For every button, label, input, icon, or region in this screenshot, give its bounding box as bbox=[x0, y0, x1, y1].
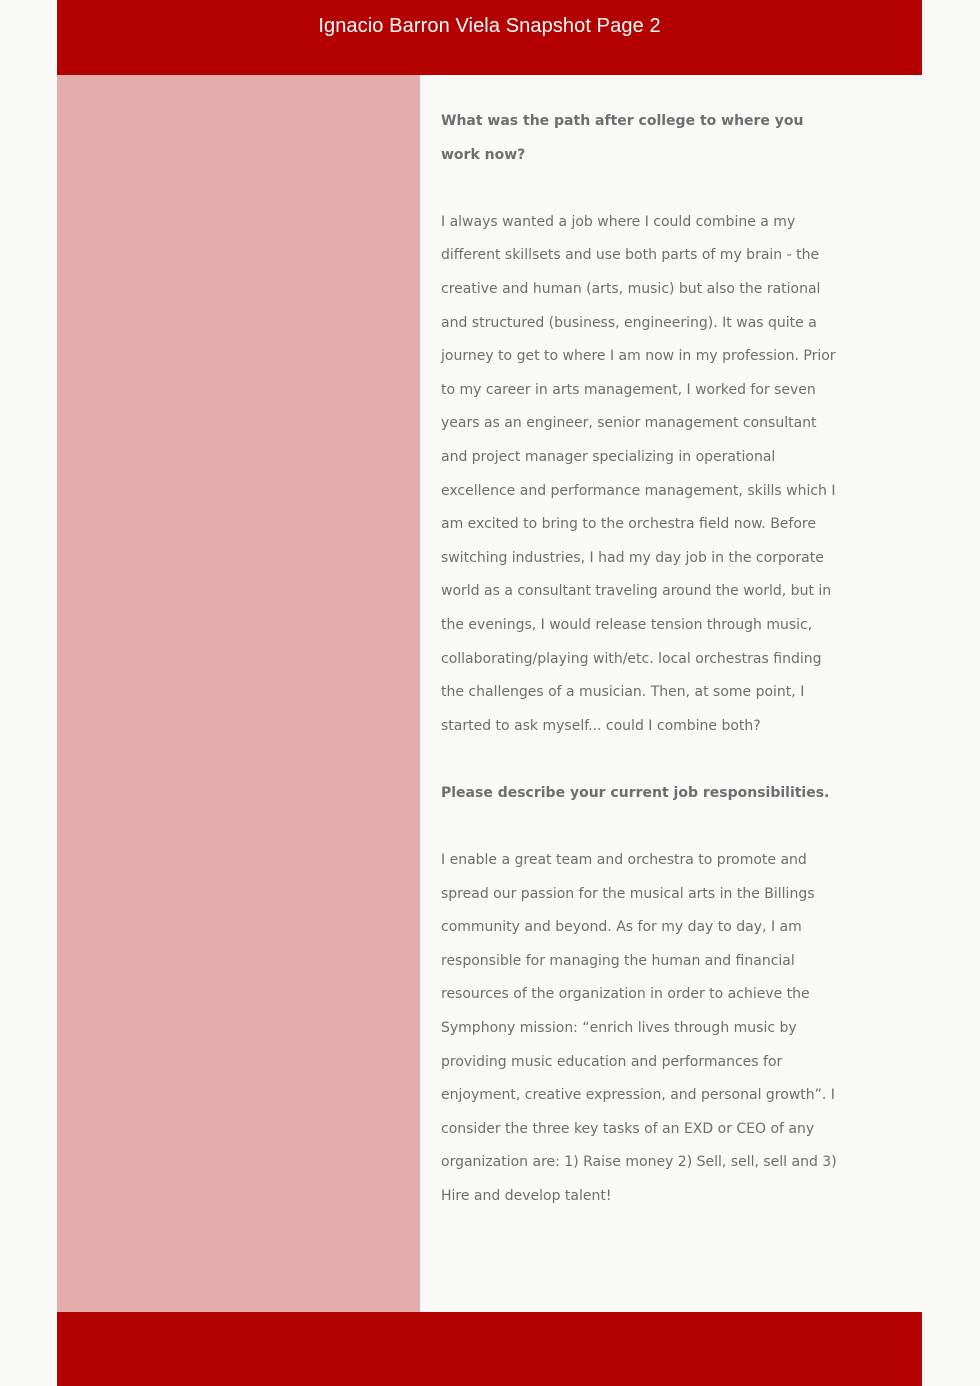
page-title: Ignacio Barron Viela Snapshot Page 2 bbox=[318, 15, 661, 37]
header-banner bbox=[57, 0, 922, 75]
question-path-after-college: What was the path after college to where you work now? bbox=[441, 113, 804, 163]
answer-path-after-college: I always wanted a job where I could combine a my different skillsets and use both parts of my brain - the creative and human (arts, music) but also the rational and structured (business, engineering). It was quite a journey to get to where I am now in my profession. Prior to my career in arts management, I worked for seven years as an engineer, senior management consultant and project manager specializing in operational excellence and performance management, skills which I am excited to bring to the orchestra field now. Before switching industries, I had my day job in the corporate world as a consultant traveling around the world, but in the evenings, I would release tension through music, collaborating/playing with/etc. local orchestras finding the challenges of a musician. Then, at some point, I started to ask myself... could I combine both? bbox=[441, 213, 836, 734]
answer-job-responsibilities: I enable a great team and orchestra to promote and spread our passion for the musical arts in the Billings community and beyond. As for my day to day, I am responsible for managing the human and financial resources of the organization in order to achieve the Symphony mission: “enrich lives through music by providing music education and performances for enjoyment, creative expression, and personal growth”. I consider the three key tasks of an EXD or CEO of any organization are: 1) Raise money 2) Sell, sell, sell and 3) Hire and develop talent! bbox=[441, 852, 837, 1204]
question-job-responsibilities: Please describe your current job responsibilities. bbox=[441, 784, 830, 801]
footer-banner bbox=[57, 1312, 922, 1386]
interview-content bbox=[441, 105, 841, 1247]
sidebar-panel bbox=[57, 75, 420, 1312]
